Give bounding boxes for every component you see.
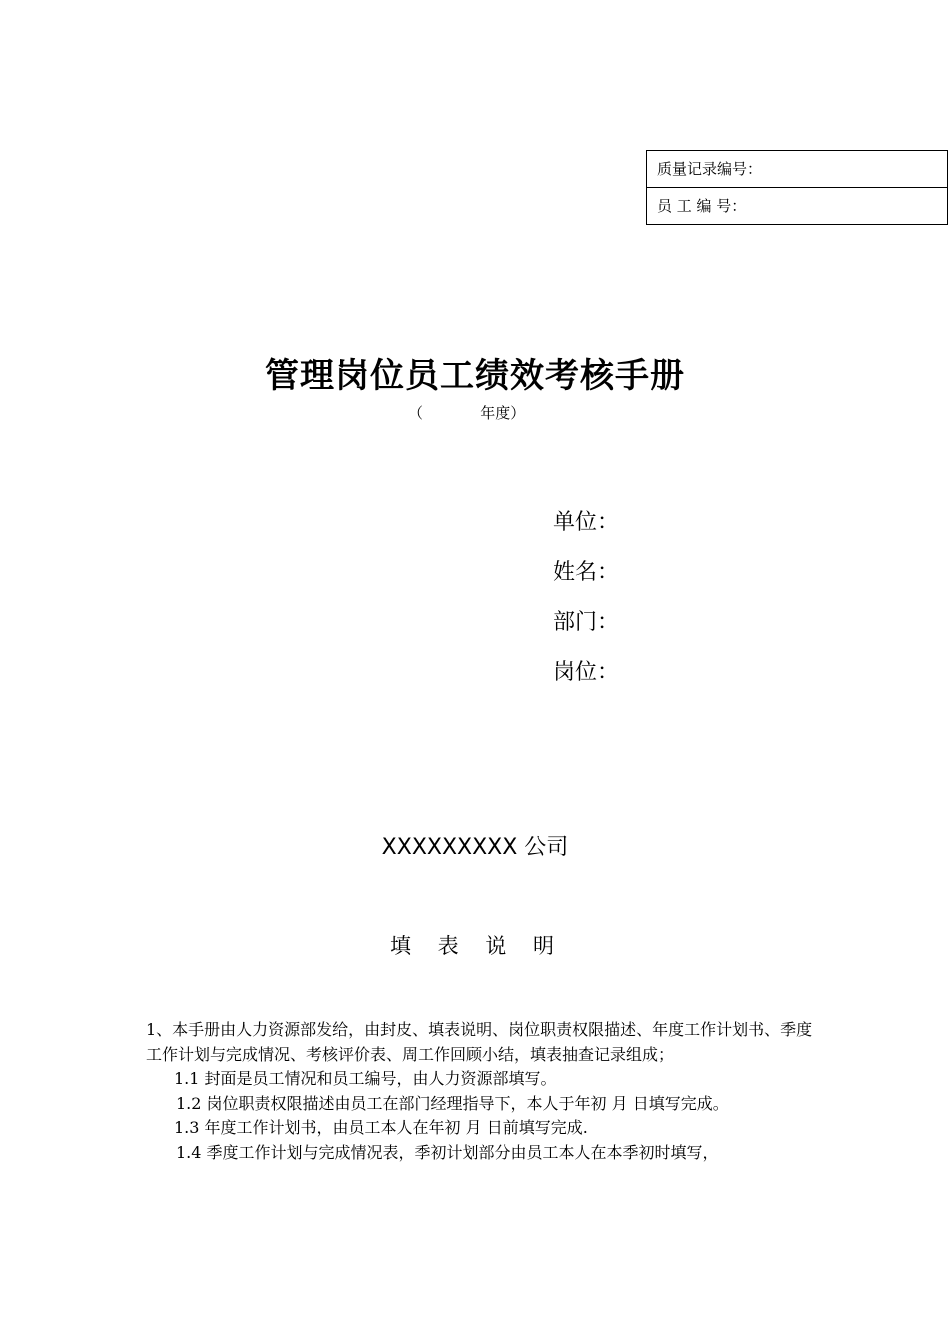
quality-record-no-label: 质量记录编号： [657,160,763,178]
company-name: XXXXXXXXX 公司 [381,835,569,860]
position-label: 岗位： [553,660,620,685]
employee-info-block [553,504,619,704]
employee-no-label: 员 工 编 号： [647,187,947,224]
instruction-paragraph: 1.3 年度工作计划书，由员工本人在年初 月 日前填写完成. [174,1118,588,1137]
document-title: 管理岗位员工绩效考核手册 [265,356,685,396]
department-label: 部门： [553,610,620,635]
instructions-heading: 填 表 说 明 [389,934,565,958]
instruction-paragraph: 1.1 封面是员工情况和员工编号，由人力资源部填写。 [174,1069,557,1088]
year-line: （ 年度） [408,404,526,422]
instructions-body [146,1018,818,1165]
instruction-paragraph: 1.4 季度工作计划与完成情况表，季初计划部分由员工本人在本季初时填写， [176,1142,719,1162]
instruction-paragraph: 1、本手册由人力资源部发给，由封皮、填表说明、岗位职责权限描述、年度工作计划书、季度工作计划与完成情况、考核评价表、周工作回顾小结，填表抽查记录组成； [146,1020,813,1064]
quality-record-box [646,150,948,225]
name-label: 姓名： [553,560,620,585]
instruction-paragraph: 1.2 岗位职责权限描述由员工在部门经理指导下，本人于年初 月 日填写完成。 [176,1093,729,1113]
unit-label: 单位： [553,510,620,535]
